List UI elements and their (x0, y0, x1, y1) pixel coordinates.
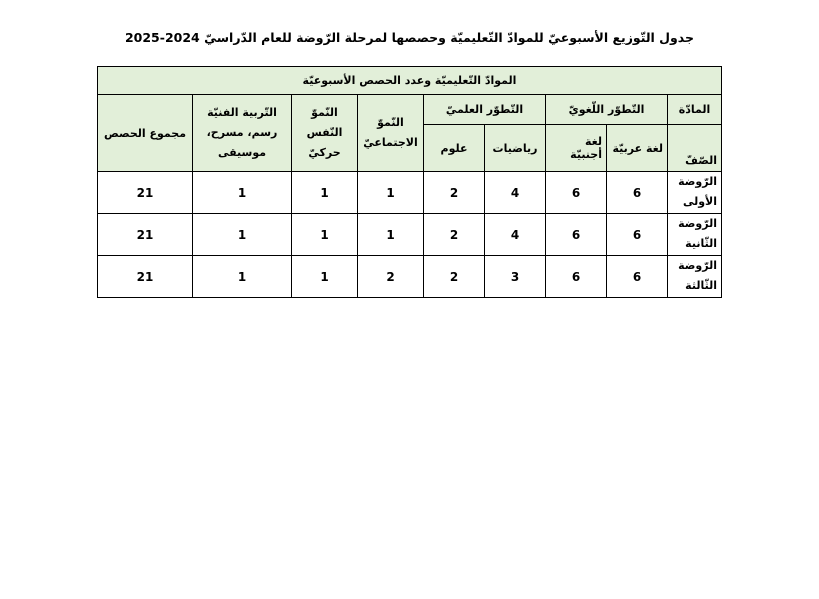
cell-arabic: 6 (607, 214, 668, 256)
group-linguistic-cell: التّطوّر اللّغويّ (546, 95, 668, 125)
cell-motor: 1 (292, 172, 358, 214)
cell-math: 4 (485, 214, 546, 256)
cell-total: 21 (98, 172, 193, 214)
cell-math: 3 (485, 256, 546, 298)
corner-subject-cell: المادّة (668, 95, 722, 125)
cell-total: 21 (98, 256, 193, 298)
table-row (98, 256, 722, 298)
row-class-name: الرّوضة الثّالثة (668, 256, 722, 298)
cell-foreign: 6 (546, 172, 607, 214)
group-scientific-cell: التّطوّر العلميّ (424, 95, 546, 125)
cell-foreign: 6 (546, 256, 607, 298)
col-total-header: مجموع الحصص (98, 95, 193, 172)
cell-motor: 1 (292, 214, 358, 256)
row-class-name: الرّوضة الأولى (668, 172, 722, 214)
document-title: جدول التّوزيع الأسبوعيّ للموادّ التّعليميّة وحصصها لمرحلة الرّوضة للعام الدّراسيّ 2024-2025 (124, 30, 695, 45)
col-arabic-header: لغة عربيّة (607, 125, 668, 172)
cell-arabic: 6 (607, 256, 668, 298)
cell-social: 1 (358, 214, 424, 256)
super-header-cell: الموادّ التّعليميّة وعدد الحصص الأسبوعيّة (98, 67, 722, 95)
col-math-header: رياضيات (485, 125, 546, 172)
cell-art: 1 (193, 172, 292, 214)
cell-foreign: 6 (546, 214, 607, 256)
super-header-row (98, 67, 722, 95)
cell-science: 2 (424, 172, 485, 214)
col-motor-header: النّموّ النّفس حركيّ (292, 95, 358, 172)
schedule-table (97, 66, 722, 298)
cell-science: 2 (424, 256, 485, 298)
table-row (98, 214, 722, 256)
cell-arabic: 6 (607, 172, 668, 214)
group-header-row (98, 95, 722, 125)
cell-total: 21 (98, 214, 193, 256)
table-row (98, 172, 722, 214)
cell-motor: 1 (292, 256, 358, 298)
cell-art: 1 (193, 256, 292, 298)
cell-social: 2 (358, 256, 424, 298)
cell-social: 1 (358, 172, 424, 214)
col-social-header: النّموّ الاجتماعيّ (358, 95, 424, 172)
corner-class-cell: الصّفّ (668, 125, 722, 172)
col-art-header: التّربية الفنيّة رسم، مسرح، موسيقى (193, 95, 292, 172)
cell-science: 2 (424, 214, 485, 256)
col-foreign-header: لغة أجنبيّة (546, 125, 607, 172)
cell-math: 4 (485, 172, 546, 214)
row-class-name: الرّوضة الثّانية (668, 214, 722, 256)
col-science-header: علوم (424, 125, 485, 172)
cell-art: 1 (193, 214, 292, 256)
